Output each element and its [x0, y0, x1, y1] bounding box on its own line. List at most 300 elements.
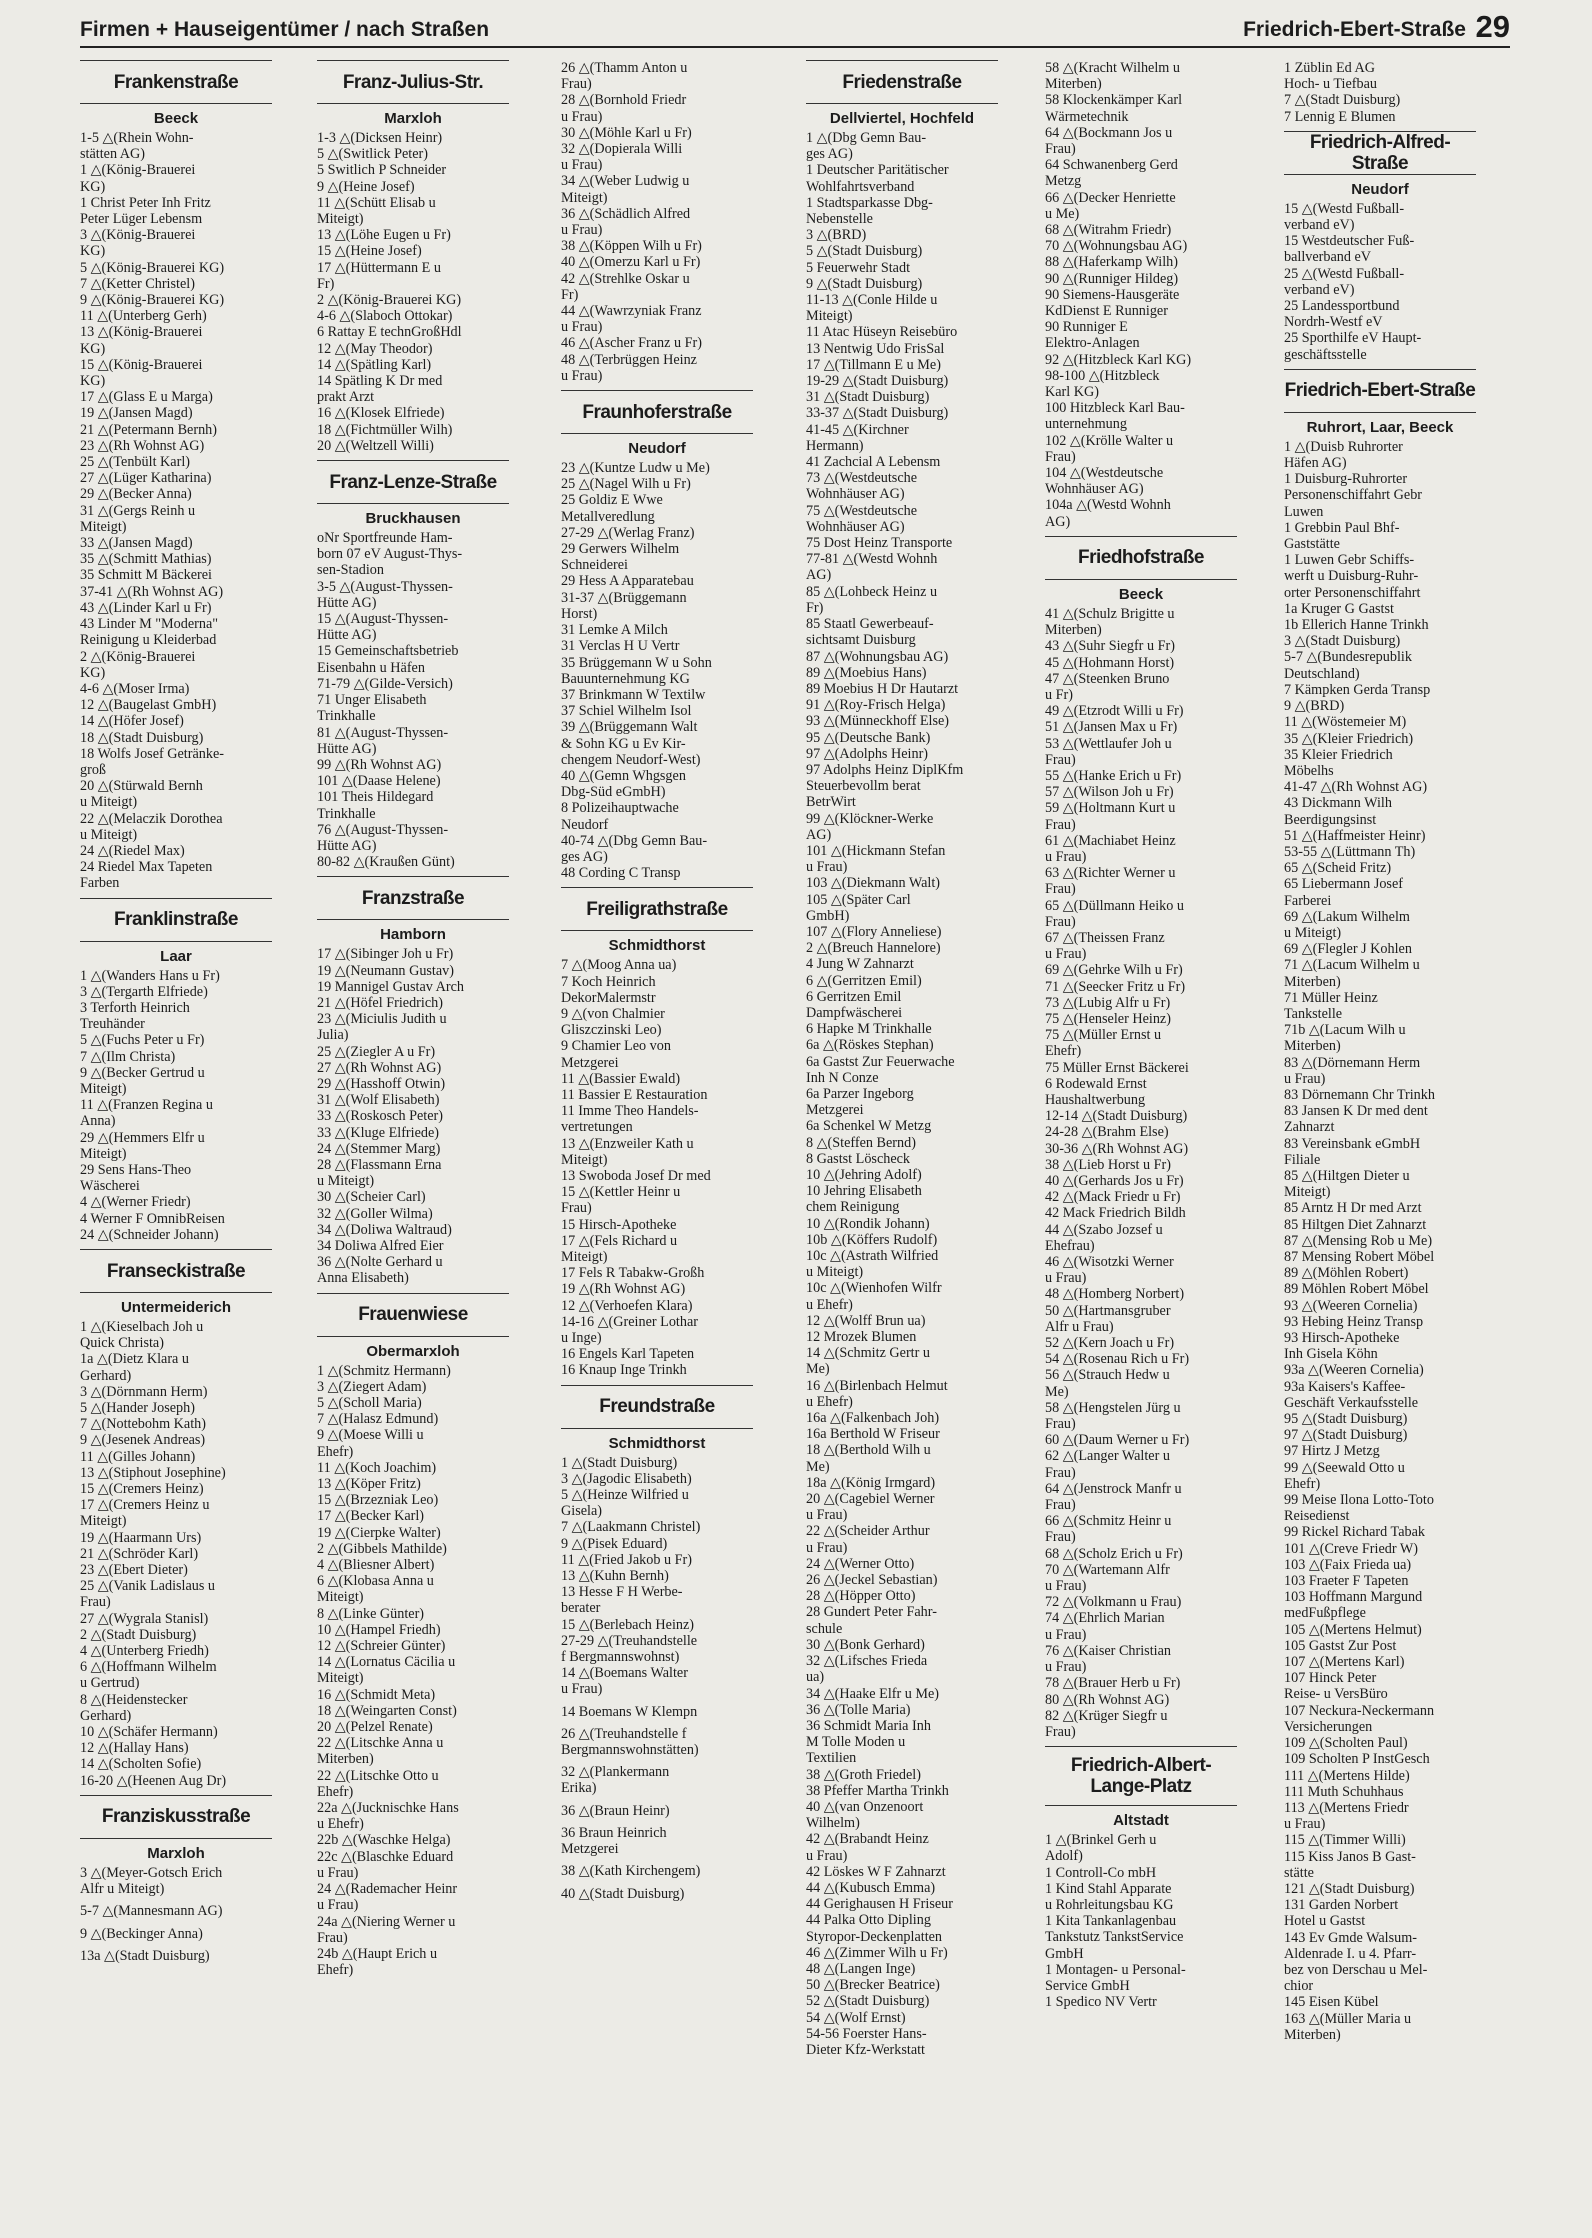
list-item: 31 Verclas H U Vertr	[561, 638, 680, 655]
list-item: Quick Christa)	[80, 1335, 164, 1352]
entry-list	[317, 130, 509, 454]
list-item: unternehmung	[1045, 416, 1127, 433]
list-item: 50 △(Brecker Beatrice)	[806, 1977, 940, 1994]
list-item: 10 △(Schäfer Hermann)	[80, 1724, 218, 1741]
list-item: 20 △(Weltzell Willi)	[317, 437, 434, 454]
street-heading: Franseckistraße	[80, 1249, 272, 1293]
list-item: 71 Unger Elisabeth	[317, 692, 427, 709]
list-item: 31 Lemke A Milch	[561, 622, 668, 639]
list-item: u Frau)	[1045, 848, 1087, 865]
list-item: 16 △(Klosek Elfriede)	[317, 405, 445, 422]
list-item: 1a △(Dietz Klara u	[80, 1351, 189, 1368]
street-section	[1045, 60, 1237, 530]
list-item: 14 △(Spätling Karl)	[317, 356, 432, 373]
list-item: 83 Dörnemann Chr Trinkh	[1284, 1086, 1435, 1103]
list-item: 109 △(Scholten Paul)	[1284, 1735, 1408, 1752]
list-item: 99 △(Klöckner-Werke	[806, 810, 934, 827]
list-item: 36 △(Braun Heinr)	[561, 1802, 670, 1819]
list-item: 41-45 △(Kirchner	[806, 421, 909, 438]
list-item: 54 △(Wolf Ernst)	[806, 2009, 906, 2026]
street-section	[317, 460, 509, 870]
list-item: 101 △(Creve Friedr W)	[1284, 1540, 1418, 1557]
list-item: KdDienst E Runniger	[1045, 303, 1168, 320]
street-section	[1045, 1746, 1237, 2010]
district-label: Marxloh	[384, 110, 442, 127]
list-item: 33-37 △(Stadt Duisburg)	[806, 405, 949, 422]
list-item: 145 Eisen Kübel	[1284, 1994, 1379, 2011]
street-heading: Friedhofstraße	[1045, 536, 1237, 580]
list-item: 44 △(Kubusch Emma)	[806, 1879, 936, 1896]
list-item: 68 △(Scholz Erich u Fr)	[1045, 1545, 1183, 1562]
list-item: 66 △(Schmitz Heinr u	[1045, 1513, 1172, 1530]
list-item: 48 △(Terbrüggen Heinz	[561, 351, 697, 368]
list-item: 24a △(Niering Werner u	[317, 1913, 456, 1930]
list-item: M Tolle Moden u	[806, 1734, 906, 1751]
list-item: u Frau)	[806, 1847, 848, 1864]
list-item: 21 △(Petermann Bernh)	[80, 421, 217, 438]
list-item: KG)	[80, 243, 106, 260]
list-item: 109 Scholten P InstGesch	[1284, 1751, 1430, 1768]
list-item: groß	[80, 761, 107, 778]
list-item: 93 △(Weeren Cornelia)	[1284, 1297, 1418, 1314]
list-item: 25 Goldiz E Wwe	[561, 492, 663, 509]
list-item: 75 △(Müller Ernst u	[1045, 1027, 1162, 1044]
list-item: u Me)	[1045, 205, 1080, 222]
list-item: 5 △(König-Brauerei KG)	[80, 259, 225, 276]
list-item: 18a △(König Irmgard)	[806, 1474, 936, 1491]
list-item: 44 Gerighausen H Friseur	[806, 1896, 953, 1913]
list-item: orter Personenschiffahrt	[1284, 584, 1421, 601]
list-item: 24 △(Stemmer Marg)	[317, 1140, 441, 1157]
list-item: prakt Arzt	[317, 389, 375, 406]
list-item: schule	[806, 1620, 843, 1637]
list-item: 3 △(Meyer-Gotsch Erich	[80, 1864, 223, 1881]
list-item: 9 △(Becker Gertrud u	[80, 1064, 205, 1081]
list-item: chem Reinigung	[806, 1199, 900, 1216]
list-item: 93 Hirsch-Apotheke	[1284, 1330, 1400, 1347]
list-item: Fr)	[806, 599, 824, 616]
list-item: 19 △(Cierpke Walter)	[317, 1524, 441, 1541]
list-item: 20 △(Stürwald Bernh	[80, 778, 203, 795]
list-item: KG)	[80, 664, 106, 681]
list-item: u Frau)	[1284, 1816, 1326, 1833]
list-item: 16a Berthold W Friseur	[806, 1426, 940, 1443]
list-item: 23 △(Ebert Dieter)	[80, 1562, 188, 1579]
list-item: 27 △(Lüger Katharina)	[80, 470, 212, 487]
list-item: 100 Hitzbleck Karl Bau-	[1045, 400, 1185, 417]
list-item: stätten AG)	[80, 146, 146, 163]
list-item: 23 △(Miciulis Judith u	[317, 1011, 447, 1028]
list-item: 3-5 △(August-Thyssen-	[317, 578, 453, 595]
list-item: 101 △(Hickmann Stefan	[806, 842, 946, 859]
list-item: 38 △(Lieb Horst u Fr)	[1045, 1156, 1171, 1173]
list-item: 53-55 △(Lüttmann Th)	[1284, 843, 1416, 860]
list-item: Metzgerei	[806, 1102, 864, 1119]
list-item: Bauunternehmung KG	[561, 670, 690, 687]
list-item: 7 △(Halasz Edmund)	[317, 1411, 439, 1428]
list-item: 10 Jehring Elisabeth	[806, 1183, 922, 1200]
list-item: 102 △(Krölle Walter u	[1045, 432, 1174, 449]
district-label: Obermarxloh	[366, 1342, 460, 1360]
list-item: 34 △(Weber Ludwig u	[561, 173, 690, 190]
list-item: Bergmannswohnstätten)	[561, 1742, 699, 1759]
list-item: 85 Arntz H Dr med Arzt	[1284, 1200, 1422, 1217]
list-item: 12 Mrozek Blumen	[806, 1329, 917, 1346]
list-item: 77-81 △(Westd Wohnh	[806, 551, 938, 568]
list-item: 85 △(Lohbeck Heinz u	[806, 583, 938, 600]
list-item: Frau)	[80, 1594, 111, 1611]
list-item: 33 △(Jansen Magd)	[80, 535, 193, 552]
list-item: 37 Brinkmann W Textilw	[561, 686, 706, 703]
list-item: 69 △(Gehrke Wilh u Fr)	[1045, 962, 1183, 979]
list-item: 25 △(Tenbült Karl)	[80, 454, 190, 471]
list-item: Ehefr)	[317, 1962, 354, 1979]
list-item: Peter Lüger Lebensm	[80, 211, 203, 228]
list-item: 18 △(Fichtmüller Wilh)	[317, 421, 453, 438]
list-item: 11 △(Fried Jakob u Fr)	[561, 1551, 692, 1568]
list-item: 4 Werner F OmnibReisen	[80, 1210, 225, 1227]
list-item: Frau)	[1045, 751, 1076, 768]
list-item: Gerhard)	[80, 1707, 132, 1724]
street-section	[561, 1385, 753, 1902]
list-item: 32 △(Plankermann	[561, 1764, 670, 1781]
list-item: 44 △(Szabo Jozsef u	[1045, 1221, 1163, 1238]
list-item: 43 Linder M "Moderna"	[80, 616, 219, 633]
list-item: 17 △(Sibinger Joh u Fr)	[317, 946, 454, 963]
list-item: 6 Hapke M Trinkhalle	[806, 1021, 932, 1038]
list-item: KG)	[80, 373, 106, 390]
district-label: Altstadt	[1113, 1812, 1169, 1830]
list-item: u Frau)	[1045, 946, 1087, 963]
list-item: 5 Switlich P Schneider	[317, 162, 447, 179]
list-item: 17 △(Becker Karl)	[317, 1508, 425, 1525]
list-item: Wilhelm)	[806, 1815, 860, 1832]
list-item: u Ehefr)	[317, 1816, 364, 1833]
list-item: Möbelhs	[1284, 762, 1334, 779]
list-item: Frau)	[317, 1929, 348, 1946]
list-item: 9 Chamier Leo von	[561, 1038, 671, 1055]
list-item: 40 △(van Onzenoort	[806, 1798, 924, 1815]
list-item: Wäscherei	[80, 1178, 140, 1195]
list-item: 43 △(Linder Karl u Fr)	[80, 599, 212, 616]
district-label: Beeck	[153, 110, 199, 127]
list-item: Tankstutz TankstService	[1045, 1929, 1184, 1946]
list-item: 93 Hebing Heinz Transp	[1284, 1313, 1424, 1330]
list-item: 21 △(Schröder Karl)	[80, 1545, 199, 1562]
entry-list	[561, 460, 753, 881]
list-item: Geschäft Verkaufsstelle	[1284, 1394, 1419, 1411]
list-item: 103 Fraeter F Tapeten	[1284, 1573, 1409, 1590]
list-item: 113 △(Mertens Friedr	[1284, 1799, 1409, 1816]
list-item: 71 Müller Heinz	[1284, 989, 1378, 1006]
list-item: Dampfwäscherei	[806, 1004, 903, 1021]
list-item: 13 △(Enzweiler Kath u	[561, 1135, 694, 1152]
list-item: 13 △(Köper Fritz)	[317, 1476, 421, 1493]
list-item: Metallveredlung	[561, 508, 655, 525]
list-item: Styropor-Deckenplatten	[806, 1928, 943, 1945]
list-item: 43 Dickmann Wilh	[1284, 795, 1392, 812]
list-item: 9 △(BRD)	[1284, 698, 1345, 715]
list-item: 31 △(Stadt Duisburg)	[806, 389, 930, 406]
list-item: 3 △(BRD)	[806, 227, 867, 244]
column-4	[806, 54, 998, 2058]
list-item: 61 △(Machiabet Heinz	[1045, 832, 1176, 849]
list-item: 32 △(Dopierala Willi	[561, 141, 683, 158]
list-item: 30-36 △(Rh Wohnst AG)	[1045, 1140, 1189, 1157]
list-item: 9 △(König-Brauerei KG)	[80, 292, 225, 309]
list-item: u Frau)	[561, 157, 603, 174]
list-item: & Sohn KG u Ev Kir-	[561, 735, 686, 752]
list-item: 68 △(Witrahm Friedr)	[1045, 222, 1172, 239]
list-item: 1a Kruger G Gastst	[1284, 600, 1394, 617]
list-item: 1 Spedico NV Vertr	[1045, 1994, 1157, 2011]
list-item: 1 Züblin Ed AG	[1284, 60, 1376, 76]
list-item: 19-29 △(Stadt Duisburg)	[806, 373, 949, 390]
list-item: 107 △(Flory Anneliese)	[806, 923, 942, 940]
list-item: Frau)	[561, 76, 592, 93]
list-item: 1 △(Kieselbach Joh u	[80, 1319, 204, 1335]
list-item: 28 △(Höpper Otto)	[806, 1588, 916, 1605]
list-item: 23 △(Rh Wohnst AG)	[80, 437, 205, 454]
list-item: 75 △(Westdeutsche	[806, 502, 918, 519]
list-item: Neudorf	[561, 816, 609, 833]
list-item: 24 △(Schneider Johann)	[80, 1226, 219, 1243]
list-item: 64 △(Jenstrock Manfr u	[1045, 1480, 1182, 1497]
street-section	[1284, 369, 1476, 2043]
page-header	[80, 9, 1510, 48]
list-item: 15 △(Berlebach Heinz)	[561, 1616, 695, 1633]
list-item: geschäftsstelle	[1284, 346, 1367, 363]
list-item: werft u Duisburg-Ruhr-	[1284, 568, 1419, 585]
list-item: Wärmetechnik	[1045, 108, 1129, 125]
list-item: 19 Mannigel Gustav Arch	[317, 978, 464, 995]
list-item: 41-47 △(Rh Wohnst AG)	[1284, 779, 1428, 796]
street-heading: Friedrich-Albert- Lange-Platz	[1045, 1746, 1237, 1806]
list-item: 13 Nentwig Udo FrisSal	[806, 340, 945, 357]
list-item: 12 △(Verhoefen Klara)	[561, 1297, 693, 1314]
list-item: 9 △(Heine Josef)	[317, 178, 415, 195]
list-item: 15 Westdeutscher Fuß-	[1284, 233, 1415, 250]
district-label: Laar	[160, 947, 192, 965]
list-item: 32 △(Goller Wilma)	[317, 1205, 433, 1222]
list-item: 1 △(Wanders Hans u Fr)	[80, 967, 220, 984]
list-item: 67 △(Theissen Franz	[1045, 929, 1165, 946]
list-item: 5 Feuerwehr Stadt	[806, 259, 911, 276]
entry-list	[317, 1363, 509, 1979]
list-item: 3 △(Dörnmann Herm)	[80, 1383, 208, 1400]
list-item: 4-6 △(Moser Irma)	[80, 680, 190, 697]
list-item: 9 △(Beckinger Anna)	[80, 1925, 203, 1942]
list-item: 73 △(Lubig Alfr u Fr)	[1045, 994, 1171, 1011]
list-item: 6 △(Hoffmann Wilhelm	[80, 1659, 217, 1676]
street-heading: Freiligrathstraße	[561, 887, 753, 931]
list-item: Aldenrade I. u 4. Pfarr-	[1284, 1945, 1417, 1962]
list-item: 48 Cording C Transp	[561, 865, 681, 882]
list-item: Frau)	[1045, 1416, 1076, 1433]
list-item: Miteigt)	[806, 308, 853, 325]
list-item: Gerhard)	[80, 1367, 132, 1384]
list-item: 25 △(Vanik Ladislaus u	[80, 1578, 216, 1595]
list-item: 5 △(Hander Joseph)	[80, 1400, 195, 1417]
list-item: 2 △(Stadt Duisburg)	[80, 1626, 197, 1643]
list-item: 30 △(Möhle Karl u Fr)	[561, 124, 692, 141]
list-item: Wohnhäuser AG)	[806, 486, 905, 503]
list-item: 40 △(Gerhards Jos u Fr)	[1045, 1173, 1184, 1189]
list-item: Miterben)	[317, 1751, 374, 1768]
list-item: 19 △(Neumann Gustav)	[317, 962, 454, 979]
list-item: Miteigt)	[561, 189, 608, 206]
list-item: 90 △(Runniger Hildeg)	[1045, 270, 1179, 287]
list-item: 13 △(Löhe Eugen u Fr)	[317, 227, 451, 244]
list-item: Ehefrau)	[1045, 1237, 1095, 1254]
list-item: 111 △(Mertens Hilde)	[1284, 1767, 1410, 1784]
list-item: u Frau)	[561, 222, 603, 239]
list-item: 143 Ev Gmde Walsum-	[1284, 1929, 1417, 1946]
list-item: 38 Pfeffer Martha Trinkh	[806, 1782, 949, 1799]
list-item: 66 △(Decker Henriette	[1045, 189, 1176, 206]
list-item: 27-29 △(Werlag Franz)	[561, 524, 695, 541]
list-item: Fr)	[317, 275, 335, 292]
list-item: Zahnarzt	[1284, 1119, 1335, 1136]
list-item: Inh Gisela Köhn	[1284, 1346, 1378, 1363]
list-item: 11 △(Schütt Elisab u	[317, 194, 436, 211]
column-3	[561, 54, 753, 1902]
street-heading: Franklinstraße	[80, 898, 272, 942]
entry-list	[1284, 439, 1476, 2043]
list-item: 5-7 △(Mannesmann AG)	[80, 1903, 223, 1920]
list-item: 75 Müller Ernst Bäckerei	[1045, 1059, 1189, 1076]
list-item: Wohlfahrtsverband	[806, 178, 915, 195]
list-item: 90 Siemens-Hausgeräte	[1045, 286, 1180, 303]
list-item: 5 △(Stadt Duisburg)	[806, 243, 923, 260]
list-item: 73 △(Westdeutsche	[806, 470, 918, 487]
list-item: 15 △(Westd Fußball-	[1284, 200, 1405, 217]
list-item: 101 Theis Hildegard	[317, 789, 434, 806]
entry-list	[561, 60, 753, 384]
entry-list	[561, 1455, 753, 1902]
list-item: 24 △(Werner Otto)	[806, 1555, 915, 1572]
list-item: 17 △(Glass E u Marga)	[80, 389, 213, 406]
list-item: 12-14 △(Stadt Duisburg)	[1045, 1108, 1188, 1125]
list-item: 15 △(Heine Josef)	[317, 243, 422, 260]
list-item: u Frau)	[1045, 1626, 1087, 1643]
list-item: Horst)	[561, 605, 598, 622]
list-item: 8 Polizeihauptwache	[561, 800, 679, 817]
entry-list	[1045, 60, 1237, 530]
list-item: 107 Hinck Peter	[1284, 1670, 1377, 1687]
list-item: 40-74 △(Dbg Gemn Bau-	[561, 832, 708, 849]
list-item: 11 Atac Hüseyn Reisebüro	[806, 324, 958, 341]
list-item: 24 △(Rademacher Heinr	[317, 1881, 458, 1898]
list-item: 9 △(von Chalmier	[561, 1005, 665, 1022]
list-item: 105 △(Später Carl	[806, 891, 911, 908]
list-item: Miteigt)	[561, 1249, 608, 1265]
list-item: 25 △(Ziegler A u Fr)	[317, 1043, 436, 1060]
list-item: Elektro-Anlagen	[1045, 335, 1140, 352]
list-item: 1 △(König-Brauerei	[80, 162, 196, 179]
entry-list	[806, 130, 998, 2058]
list-item: 37-41 △(Rh Wohnst AG)	[80, 583, 224, 600]
list-item: medFußpflege	[1284, 1605, 1366, 1622]
list-item: 12 △(Schreier Günter)	[317, 1638, 446, 1655]
list-item: 29 △(Hasshoff Otwin)	[317, 1075, 446, 1092]
list-item: 12 △(Baugelast GmbH)	[80, 697, 217, 714]
list-item: Eisenbahn u Häfen	[317, 659, 425, 676]
list-item: 7 Kämpken Gerda Transp	[1284, 681, 1431, 698]
list-item: 25 △(Nagel Wilh u Fr)	[561, 476, 691, 493]
list-item: 99 △(Rh Wohnst AG)	[317, 756, 442, 773]
list-item: 25 Sporthilfe eV Haupt-	[1284, 330, 1422, 347]
list-item: 24-28 △(Brahm Else)	[1045, 1124, 1169, 1141]
list-item: 105 △(Mertens Helmut)	[1284, 1621, 1422, 1638]
list-item: 5 △(Scholl Maria)	[317, 1395, 422, 1411]
list-item: 5 △(Heinze Wilfried u	[561, 1487, 689, 1504]
list-item: 1 Kita Tankanlagenbau	[1045, 1913, 1177, 1930]
list-item: 54 △(Rosenau Rich u Fr)	[1045, 1351, 1190, 1368]
list-item: 35 Brüggemann W u Sohn	[561, 654, 712, 671]
list-item: 29 Hess A Apparatebau	[561, 573, 694, 590]
street-heading: Friedenstraße	[806, 60, 998, 104]
list-item: 1 Deutscher Paritätischer	[806, 162, 949, 179]
list-item: 6 △(Gerritzen Emil)	[806, 972, 922, 989]
list-item: Gisela)	[561, 1503, 602, 1520]
list-item: 6 Rattay E technGroßHdl	[317, 324, 462, 341]
list-item: AG)	[806, 826, 832, 843]
list-item: 9 △(Pisek Eduard)	[561, 1535, 668, 1552]
list-item: 87 Mensing Robert Möbel	[1284, 1249, 1435, 1265]
list-item: 10b △(Köffers Rudolf)	[806, 1231, 938, 1248]
list-item: 12 △(Wolff Brun ua)	[806, 1312, 926, 1329]
list-item: u Frau)	[561, 319, 603, 336]
list-item: 6a Parzer Ingeborg	[806, 1085, 914, 1102]
list-item: u Inge)	[561, 1330, 602, 1347]
list-item: 22 △(Litschke Anna u	[317, 1735, 444, 1752]
list-item: 91 △(Roy-Frisch Helga)	[806, 697, 946, 714]
list-item: u Fr)	[1045, 686, 1073, 703]
list-item: Frau)	[1045, 1529, 1076, 1546]
list-item: Miteigt)	[561, 1151, 608, 1168]
street-section	[80, 898, 272, 1243]
list-item: Farberei	[1284, 892, 1332, 909]
list-item: 46 △(Zimmer Wilh u Fr)	[806, 1944, 948, 1961]
list-item: GmbH)	[806, 907, 850, 924]
list-item: u Gertrud)	[80, 1675, 140, 1692]
list-item: 6a Gastst Zur Feuerwache	[806, 1053, 955, 1070]
list-item: chengem Neudorf-West)	[561, 751, 701, 768]
list-item: 89 △(Möhlen Robert)	[1284, 1265, 1409, 1282]
list-item: 13a △(Stadt Duisburg)	[80, 1947, 210, 1964]
entry-list	[317, 530, 509, 870]
list-item: 15 △(Brzezniak Leo)	[317, 1492, 439, 1509]
list-item: 35 Kleier Friedrich	[1284, 746, 1393, 763]
list-item: 9 △(Jesenek Andreas)	[80, 1432, 206, 1449]
list-item: Anna)	[80, 1113, 116, 1130]
column-6	[1284, 54, 1476, 2043]
street-section	[317, 876, 509, 1286]
list-item: 24 Riedel Max Tapeten	[80, 859, 213, 876]
list-item: 104a △(Westd Wohnh	[1045, 497, 1171, 514]
district-label: Untermeiderich	[120, 1299, 232, 1316]
street-section	[317, 1293, 509, 1979]
list-item: 1 △(Brinkel Gerh u	[1045, 1832, 1157, 1849]
list-item: 29 △(Becker Anna)	[80, 486, 192, 503]
list-item: 16 Knaup Inge Trinkh	[561, 1362, 687, 1379]
district-label: Bruckhausen	[365, 510, 461, 528]
entry-list	[561, 957, 753, 1378]
list-item: 22b △(Waschke Helga)	[317, 1832, 451, 1849]
street-heading: Friedrich-Ebert-Straße	[1284, 369, 1476, 413]
street-heading: Freundstraße	[561, 1385, 753, 1429]
